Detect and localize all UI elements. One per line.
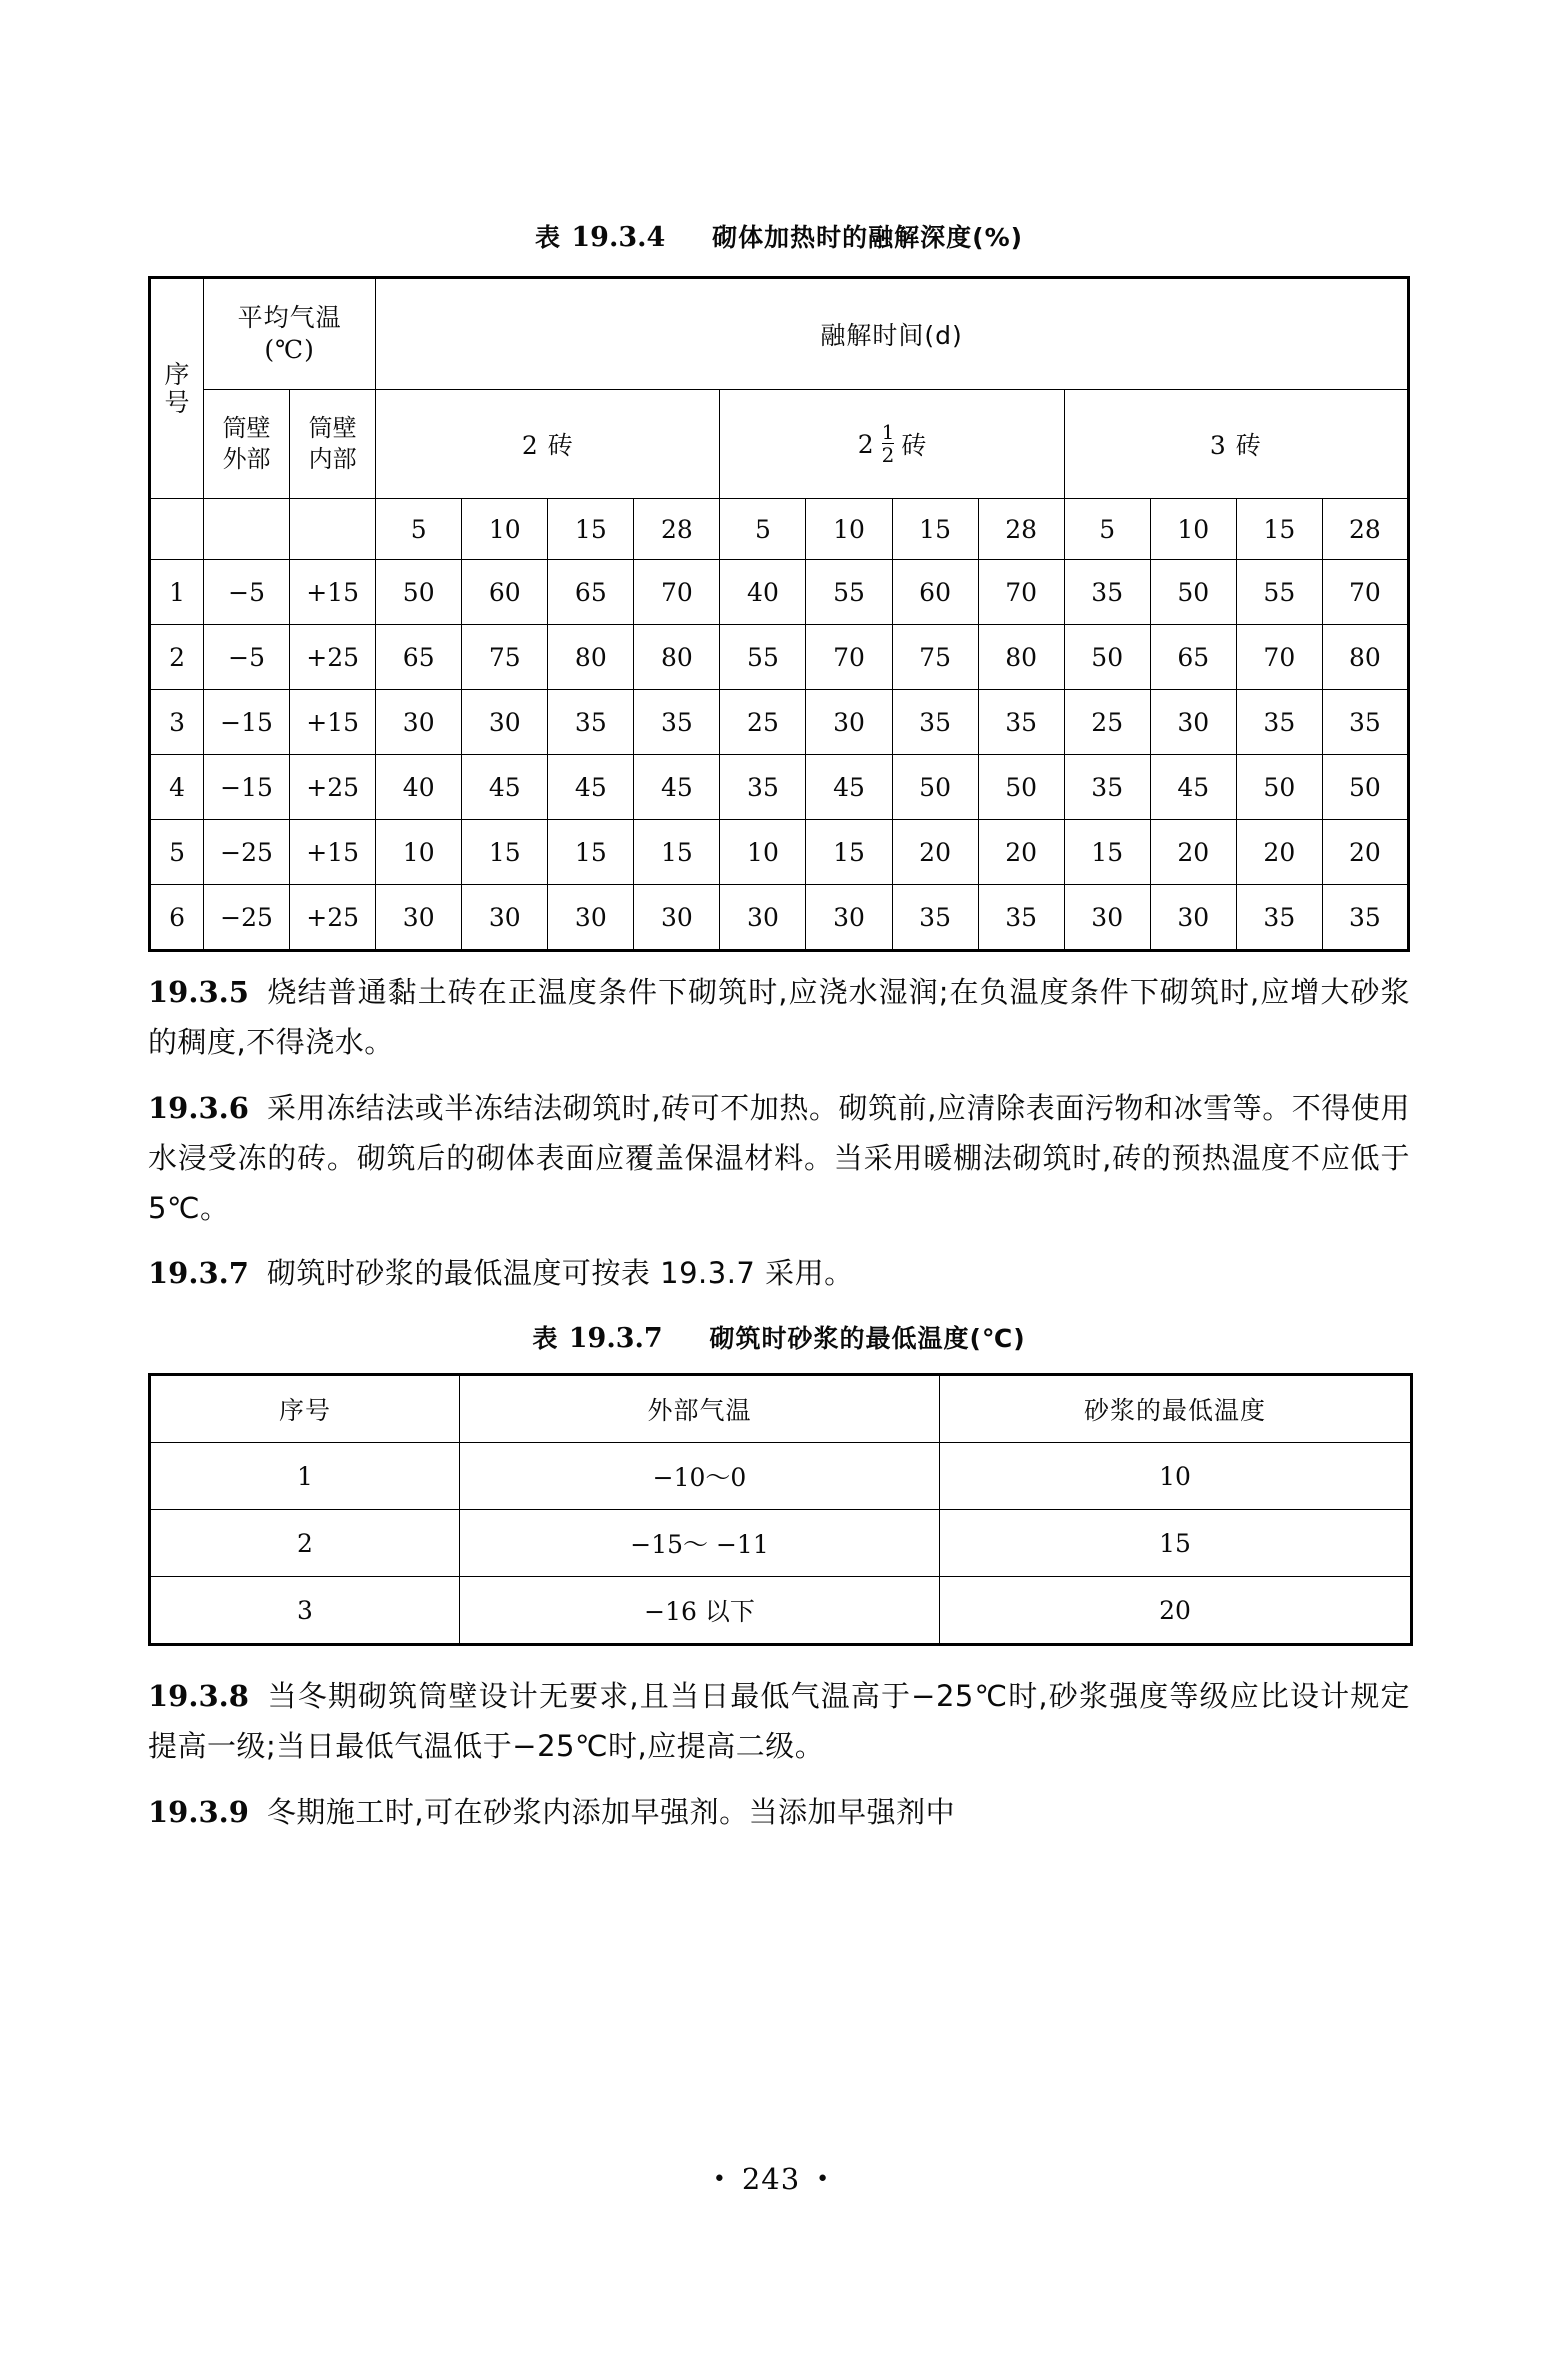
table2-caption-text: 砌筑时砂浆的最低温度(℃) bbox=[709, 1324, 1026, 1354]
cell-value: 70 bbox=[634, 560, 720, 625]
cell-value: 35 bbox=[892, 885, 978, 951]
cell-value: 10 bbox=[720, 820, 806, 885]
cell-value: 55 bbox=[806, 560, 892, 625]
cell-inner-temp: +15 bbox=[290, 560, 376, 625]
table-row bbox=[150, 690, 1409, 755]
header-day: 10 bbox=[806, 499, 892, 560]
cell-value: 20 bbox=[1150, 820, 1236, 885]
clause-19-3-9 bbox=[148, 1788, 1410, 1838]
cell-seq: 4 bbox=[150, 755, 204, 820]
cell-value: 70 bbox=[806, 625, 892, 690]
cell-inner-temp: +25 bbox=[290, 885, 376, 951]
cell-value: 35 bbox=[720, 755, 806, 820]
clause-19-3-5-text: 烧结普通黏土砖在正温度条件下砌筑时,应浇水湿润;在负温度条件下砌筑时,应增大砂浆的稠度,不得浇水。 bbox=[148, 975, 1410, 1059]
cell-value: 70 bbox=[978, 560, 1064, 625]
cell-value: 35 bbox=[978, 885, 1064, 951]
cell-value: 55 bbox=[720, 625, 806, 690]
cell-value: 50 bbox=[1150, 560, 1236, 625]
cell-inner-temp: +15 bbox=[290, 820, 376, 885]
cell-value: 45 bbox=[462, 755, 548, 820]
table2-cell-min: 15 bbox=[940, 1510, 1412, 1577]
cell-value: 40 bbox=[376, 755, 462, 820]
table-header-row-days bbox=[150, 499, 1409, 560]
header-day: 10 bbox=[462, 499, 548, 560]
cell-value: 65 bbox=[376, 625, 462, 690]
table-header-row-1 bbox=[150, 278, 1409, 390]
table2-cell-min: 10 bbox=[940, 1443, 1412, 1510]
cell-value: 30 bbox=[376, 690, 462, 755]
cell-value: 35 bbox=[978, 690, 1064, 755]
cell-value: 15 bbox=[634, 820, 720, 885]
clause-19-3-8-number: 19.3.8 bbox=[148, 1679, 249, 1714]
page-content bbox=[148, 218, 1410, 1838]
cell-value: 35 bbox=[1064, 755, 1150, 820]
fraction-part bbox=[881, 419, 895, 467]
header-day: 28 bbox=[978, 499, 1064, 560]
cell-value: 30 bbox=[806, 690, 892, 755]
clause-19-3-9-text: 冬期施工时,可在砂浆内添加早强剂。当添加早强剂中 bbox=[266, 1795, 956, 1829]
table-19-3-4-caption bbox=[148, 218, 1410, 254]
header-avg-temp-unit: (℃) bbox=[264, 335, 315, 364]
clause-19-3-6-number: 19.3.6 bbox=[148, 1090, 249, 1125]
page-footer bbox=[0, 2162, 1542, 2196]
table2-cell-temp: −15～ −11 bbox=[460, 1510, 940, 1577]
table-caption-text: 砌体加热时的融解深度(%) bbox=[712, 223, 1024, 252]
table-caption-label: 表 bbox=[534, 223, 561, 252]
clause-19-3-5 bbox=[148, 968, 1410, 1068]
table-row bbox=[150, 560, 1409, 625]
header-group-2brick bbox=[376, 390, 720, 499]
header-seq bbox=[150, 278, 204, 499]
cell-value: 35 bbox=[1064, 560, 1150, 625]
table-row bbox=[150, 755, 1409, 820]
header-day: 5 bbox=[1064, 499, 1150, 560]
melting-depth-table bbox=[148, 276, 1410, 952]
cell-outer-temp: −15 bbox=[204, 690, 290, 755]
header-wall-inner-line2: 内部 bbox=[308, 445, 357, 473]
table2-header-row bbox=[150, 1375, 1412, 1443]
table2-header-min-mortar-temp: 砂浆的最低温度 bbox=[940, 1375, 1412, 1443]
table-caption-number: 19.3.4 bbox=[571, 222, 666, 253]
cell-value: 60 bbox=[892, 560, 978, 625]
table2-header-outside-temp: 外部气温 bbox=[460, 1375, 940, 1443]
table2-header-seq: 序号 bbox=[150, 1375, 460, 1443]
cell-value: 60 bbox=[462, 560, 548, 625]
cell-value: 45 bbox=[634, 755, 720, 820]
header-days-spacer-inner bbox=[290, 499, 376, 560]
cell-value: 65 bbox=[548, 560, 634, 625]
table2-cell-seq: 1 bbox=[150, 1443, 460, 1510]
cell-value: 50 bbox=[892, 755, 978, 820]
cell-value: 20 bbox=[1322, 820, 1408, 885]
table2-caption-label: 表 bbox=[532, 1324, 559, 1354]
cell-value: 30 bbox=[1150, 885, 1236, 951]
clause-19-3-7 bbox=[148, 1249, 1410, 1299]
header-avg-temp bbox=[204, 278, 376, 390]
table2-cell-temp: −10～0 bbox=[460, 1443, 940, 1510]
header-day: 15 bbox=[548, 499, 634, 560]
clause-19-3-7-text: 砌筑时砂浆的最低温度可按表 19.3.7 采用。 bbox=[266, 1256, 854, 1291]
header-wall-inner-line1: 筒壁 bbox=[308, 414, 357, 443]
cell-value: 30 bbox=[806, 885, 892, 951]
page-number: 243 bbox=[741, 2162, 801, 2196]
clause-19-3-5-number: 19.3.5 bbox=[148, 975, 249, 1009]
header-group-3brick-label: 3 砖 bbox=[1209, 431, 1262, 460]
header-days-spacer-seq bbox=[150, 499, 204, 560]
cell-inner-temp: +15 bbox=[290, 690, 376, 755]
cell-value: 50 bbox=[978, 755, 1064, 820]
cell-value: 20 bbox=[1236, 820, 1322, 885]
header-group-2half-brick bbox=[720, 390, 1064, 499]
cell-value: 80 bbox=[634, 625, 720, 690]
cell-value: 40 bbox=[720, 560, 806, 625]
header-wall-inner bbox=[290, 390, 376, 499]
clause-19-3-6 bbox=[148, 1084, 1410, 1234]
cell-value: 45 bbox=[806, 755, 892, 820]
cell-value: 30 bbox=[720, 885, 806, 951]
cell-value: 30 bbox=[1064, 885, 1150, 951]
cell-seq: 5 bbox=[150, 820, 204, 885]
cell-value: 50 bbox=[1322, 755, 1408, 820]
cell-value: 10 bbox=[376, 820, 462, 885]
cell-value: 75 bbox=[462, 625, 548, 690]
cell-value: 30 bbox=[462, 885, 548, 951]
cell-value: 35 bbox=[892, 690, 978, 755]
cell-seq: 6 bbox=[150, 885, 204, 951]
header-day: 15 bbox=[1236, 499, 1322, 560]
cell-value: 45 bbox=[1150, 755, 1236, 820]
cell-value: 45 bbox=[548, 755, 634, 820]
cell-inner-temp: +25 bbox=[290, 755, 376, 820]
cell-outer-temp: −25 bbox=[204, 820, 290, 885]
fraction-two-and-half bbox=[857, 419, 927, 467]
cell-value: 35 bbox=[1236, 690, 1322, 755]
fraction-numerator: 1 bbox=[881, 419, 895, 444]
cell-inner-temp: +25 bbox=[290, 625, 376, 690]
cell-value: 20 bbox=[978, 820, 1064, 885]
header-day: 15 bbox=[892, 499, 978, 560]
table-19-3-7-caption bbox=[148, 1319, 1410, 1355]
cell-value: 35 bbox=[1322, 885, 1408, 951]
header-seq-line1: 序 bbox=[164, 359, 190, 389]
cell-value: 80 bbox=[1322, 625, 1408, 690]
table2-cell-seq: 2 bbox=[150, 1510, 460, 1577]
footer-left-dot: • bbox=[712, 2167, 726, 2192]
cell-value: 30 bbox=[634, 885, 720, 951]
table-row bbox=[150, 1443, 1412, 1510]
table-row bbox=[150, 1510, 1412, 1577]
header-days-spacer-outer bbox=[204, 499, 290, 560]
cell-seq: 2 bbox=[150, 625, 204, 690]
table-row bbox=[150, 1577, 1412, 1645]
table-row bbox=[150, 820, 1409, 885]
cell-value: 80 bbox=[548, 625, 634, 690]
clause-19-3-8 bbox=[148, 1672, 1410, 1772]
cell-value: 20 bbox=[892, 820, 978, 885]
table2-cell-seq: 3 bbox=[150, 1577, 460, 1645]
header-wall-outer bbox=[204, 390, 290, 499]
header-day: 5 bbox=[720, 499, 806, 560]
cell-value: 70 bbox=[1322, 560, 1408, 625]
cell-value: 30 bbox=[1150, 690, 1236, 755]
table2-caption-number: 19.3.7 bbox=[568, 1323, 663, 1355]
cell-value: 30 bbox=[548, 885, 634, 951]
cell-value: 35 bbox=[1322, 690, 1408, 755]
cell-value: 15 bbox=[548, 820, 634, 885]
cell-value: 25 bbox=[1064, 690, 1150, 755]
table-row bbox=[150, 885, 1409, 951]
cell-value: 30 bbox=[462, 690, 548, 755]
clause-19-3-7-number: 19.3.7 bbox=[148, 1256, 249, 1291]
header-day: 28 bbox=[634, 499, 720, 560]
cell-outer-temp: −5 bbox=[204, 625, 290, 690]
fraction-whole: 2 bbox=[857, 429, 874, 459]
cell-value: 50 bbox=[1064, 625, 1150, 690]
cell-value: 70 bbox=[1236, 625, 1322, 690]
header-day: 5 bbox=[376, 499, 462, 560]
table2-cell-min: 20 bbox=[940, 1577, 1412, 1645]
header-day: 10 bbox=[1150, 499, 1236, 560]
cell-value: 80 bbox=[978, 625, 1064, 690]
footer-right-dot: • bbox=[816, 2167, 830, 2192]
header-melt-time: 融解时间(d) bbox=[376, 278, 1409, 390]
cell-value: 35 bbox=[634, 690, 720, 755]
cell-value: 55 bbox=[1236, 560, 1322, 625]
cell-outer-temp: −25 bbox=[204, 885, 290, 951]
cell-value: 75 bbox=[892, 625, 978, 690]
fraction-suffix: 砖 bbox=[901, 431, 927, 460]
cell-value: 15 bbox=[1064, 820, 1150, 885]
mortar-min-temperature-table bbox=[148, 1373, 1413, 1646]
cell-value: 15 bbox=[806, 820, 892, 885]
clause-19-3-9-number: 19.3.9 bbox=[148, 1795, 249, 1829]
cell-value: 65 bbox=[1150, 625, 1236, 690]
cell-value: 30 bbox=[376, 885, 462, 951]
fraction-denominator: 2 bbox=[881, 442, 895, 467]
clause-19-3-8-text: 当冬期砌筑筒壁设计无要求,且当日最低气温高于−25℃时,砂浆强度等级应比设计规定提高一级;当日最低气温低于−25℃时,应提高二级。 bbox=[148, 1679, 1410, 1764]
cell-value: 50 bbox=[1236, 755, 1322, 820]
header-group-3brick bbox=[1064, 390, 1408, 499]
header-wall-outer-line2: 外部 bbox=[222, 445, 271, 473]
cell-seq: 1 bbox=[150, 560, 204, 625]
header-wall-outer-line1: 筒壁 bbox=[222, 414, 271, 443]
cell-value: 35 bbox=[548, 690, 634, 755]
header-day: 28 bbox=[1322, 499, 1408, 560]
cell-value: 25 bbox=[720, 690, 806, 755]
cell-value: 50 bbox=[376, 560, 462, 625]
header-seq-line2: 号 bbox=[164, 387, 190, 417]
table2-cell-temp: −16 以下 bbox=[460, 1577, 940, 1645]
cell-value: 35 bbox=[1236, 885, 1322, 951]
clause-19-3-6-text: 采用冻结法或半冻结法砌筑时,砖可不加热。砌筑前,应清除表面污物和冰雪等。不得使用水浸受冻的砖。砌筑后的砌体表面应覆盖保温材料。当采用暖棚法砌筑时,砖的预热温度不应低于5℃。 bbox=[148, 1090, 1410, 1225]
header-group-2brick-label: 2 砖 bbox=[521, 431, 574, 460]
cell-value: 15 bbox=[462, 820, 548, 885]
cell-outer-temp: −15 bbox=[204, 755, 290, 820]
cell-seq: 3 bbox=[150, 690, 204, 755]
table-row bbox=[150, 625, 1409, 690]
cell-outer-temp: −5 bbox=[204, 560, 290, 625]
header-avg-temp-line1: 平均气温 bbox=[237, 303, 342, 332]
